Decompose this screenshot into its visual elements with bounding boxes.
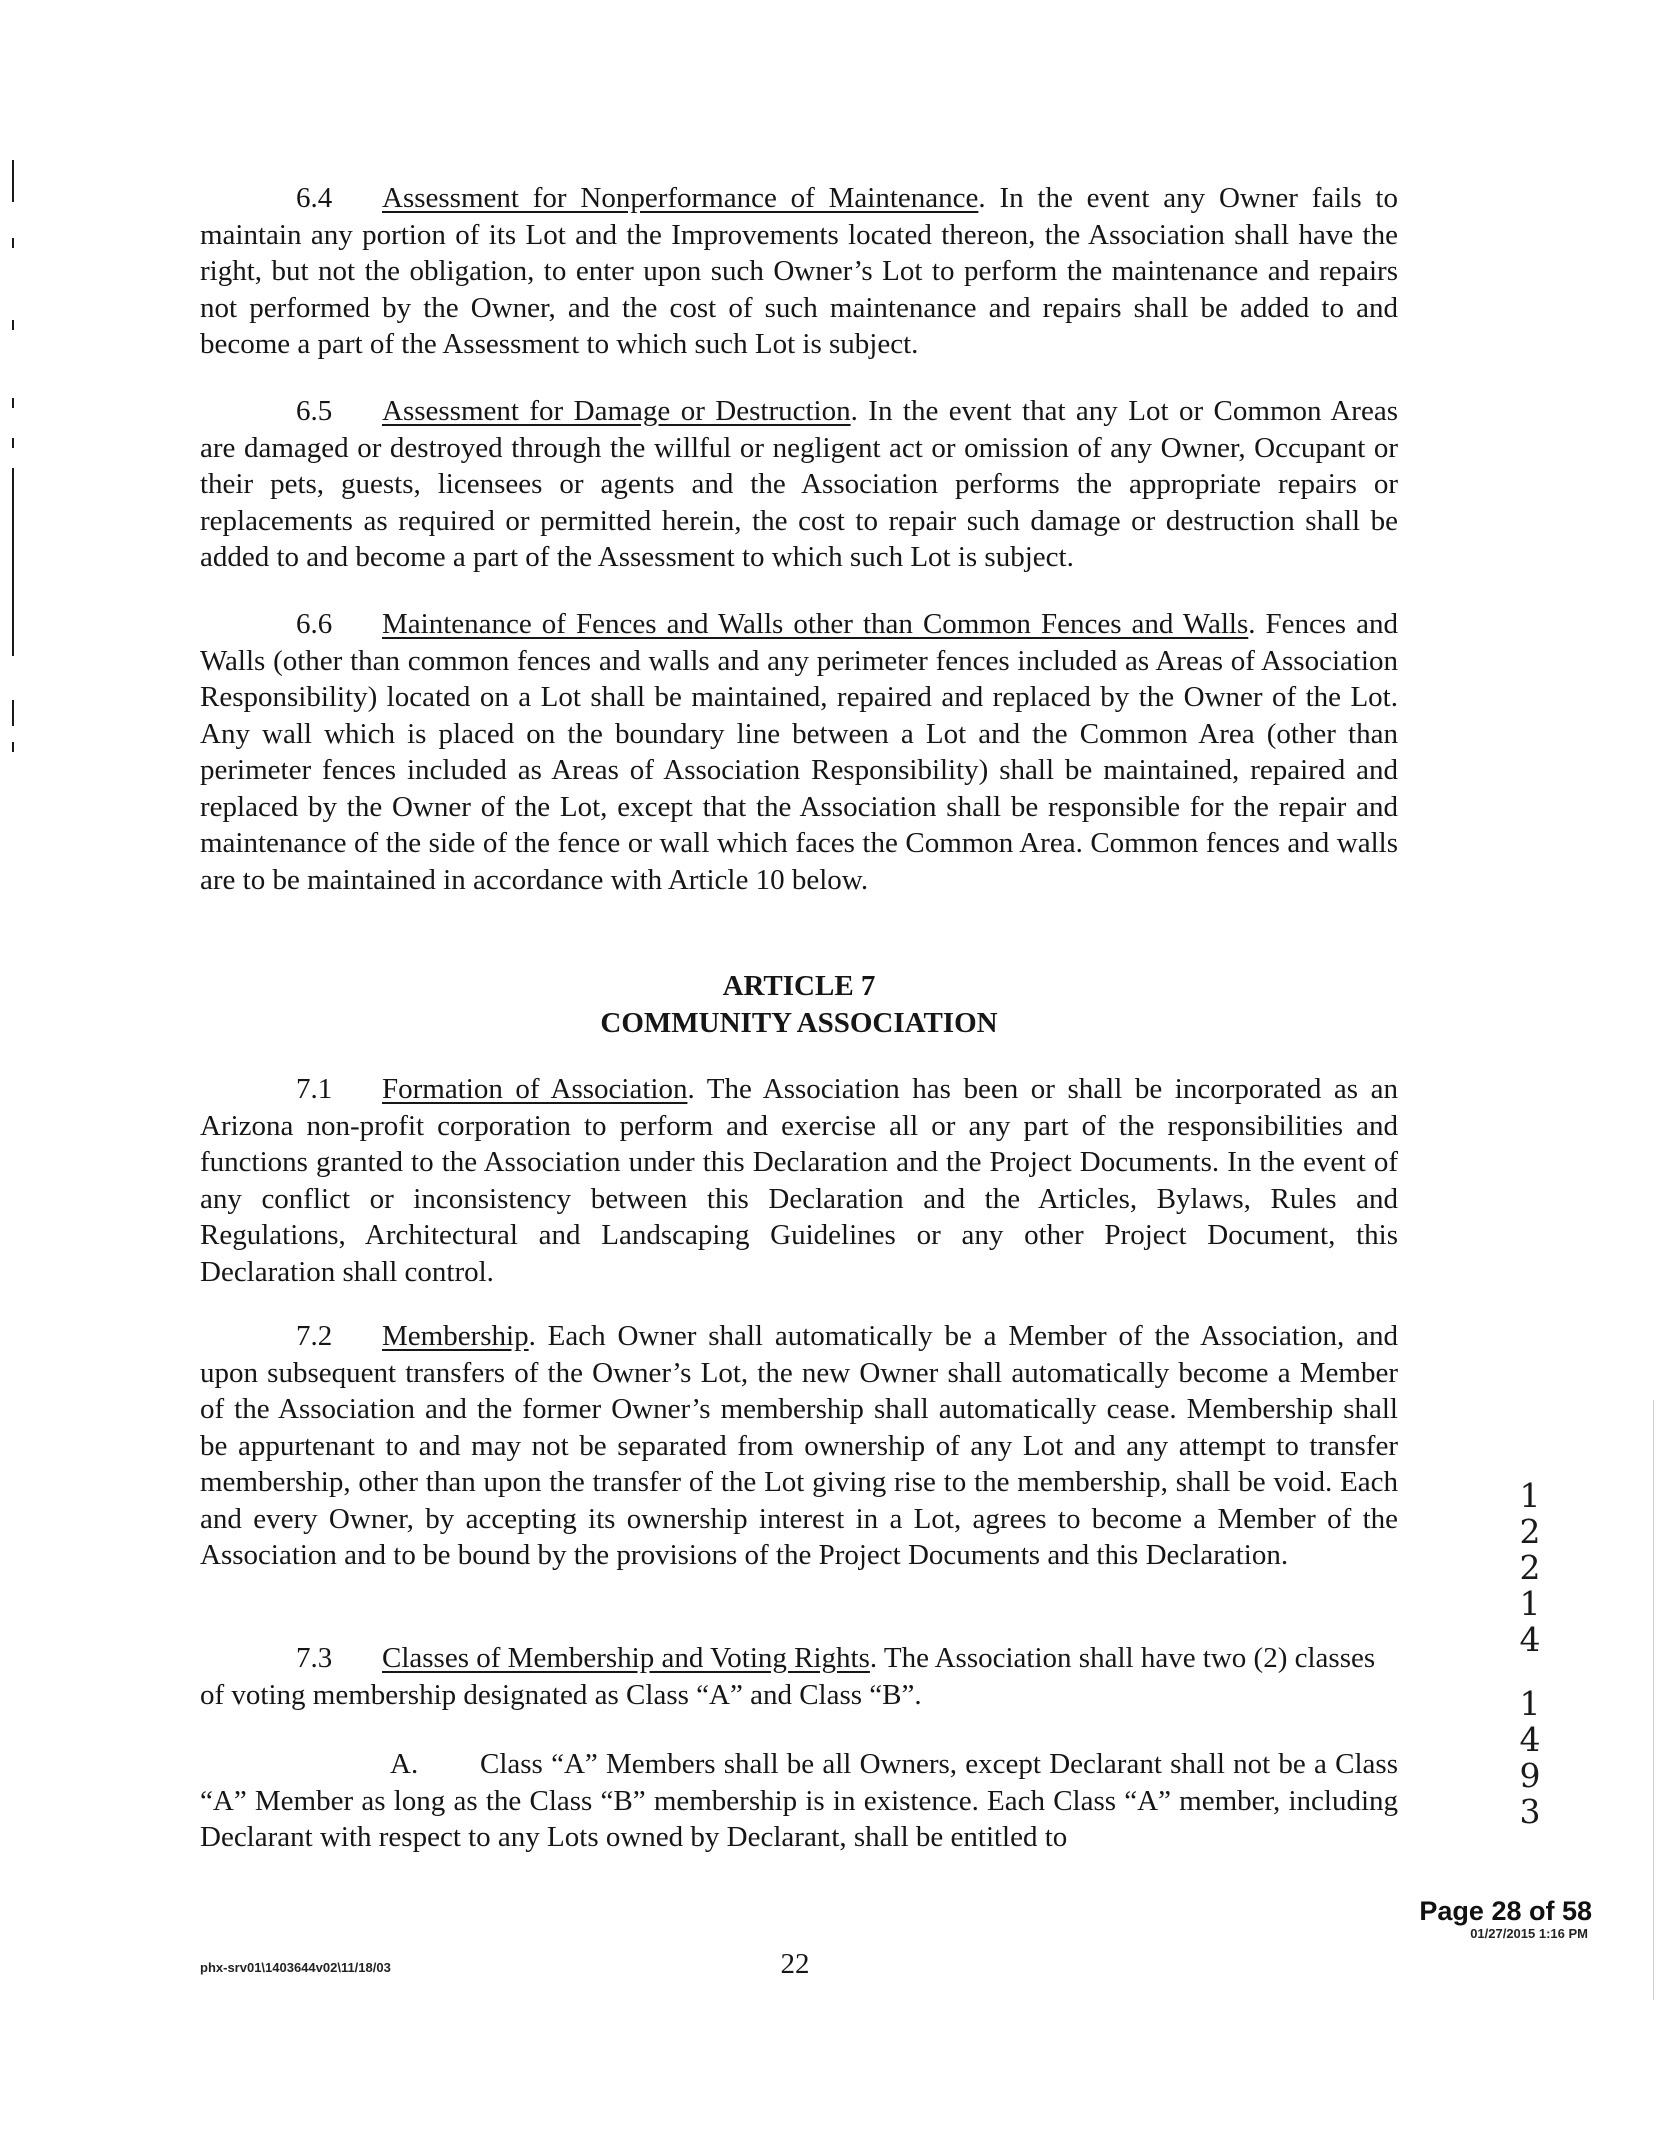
recording-digit: 4 [1519,1620,1541,1659]
recording-gap [1510,1658,1550,1686]
print-timestamp: 01/27/2015 1:16 PM [1470,1926,1588,1941]
article-number: ARTICLE 7 [722,970,876,1002]
scan-edge-line [1653,1400,1654,2000]
section-number: 7.3 [296,1642,333,1674]
section-text: . The Association shall have two (2) classes of voting membership designated as Class “A” and Class “B”. [200,1642,1376,1711]
section-6-4 [200,180,1398,363]
margin-change-mark [12,398,14,408]
recording-digit: 2 [1519,1548,1541,1587]
section-text: . In the event that any Lot or Common Areas are damaged or destroyed through the willful or negligent act or omission of any Owner, Occupant or their pets, guests, licensees or agents and the Association performs the appropriate repairs or replacements as required or permitted herein, the cost to repair such damage or destruction shall be added to and become a part of the Assessment to which such Lot is subject. [200,395,1398,573]
section-text: . Each Owner shall automatically be a Member of the Association, and upon subsequent transfers of the Owner’s Lot, the new Owner shall automatically become a Member of the Association and the former Owner’s membership shall automatically cease. Membership shall be appurtenant to and may not be separated from ownership of any Lot and any attempt to transfer membership, other than upon the transfer of the Lot giving rise to the membership, shall be void. Each and every Owner, by accepting its ownership interest in a Lot, agrees to become a Member of the Association and to be bound by the provisions of the Project Documents and this Declaration. [200,1320,1398,1571]
subsection-text: Class “A” Members shall be all Owners, except Declarant shall not be a Class “A” Member as long as the Class “B” membership is in existence. Each Class “A” member, including Declarant with respect to any Lots owned by Declarant, shall be entitled to [200,1748,1398,1853]
recording-digit: 2 [1519,1512,1541,1551]
recording-digit: 3 [1519,1792,1541,1831]
section-6-6 [200,606,1398,898]
margin-change-mark [12,320,14,330]
section-title: Classes of Membership and Voting Rights [382,1642,870,1674]
margin-change-bar [12,160,14,202]
section-7-3 [200,1640,1398,1713]
section-7-2 [200,1318,1398,1574]
section-7-1 [200,1071,1398,1290]
recording-digit: 1 [1519,1476,1541,1515]
page-number: 22 [780,1948,810,1980]
margin-change-bar [12,468,14,656]
section-number: 6.5 [296,395,333,427]
section-title: Membership [382,1320,529,1352]
margin-change-mark [12,438,14,448]
margin-change-mark [12,238,14,248]
page-of-label: Page 28 of 58 [1419,1896,1592,1926]
recording-digit: 1 [1519,1684,1541,1723]
section-title: Maintenance of Fences and Walls other than Common Fences and Walls [382,608,1249,640]
margin-change-bar [12,700,14,726]
section-text: . The Association has been or shall be incorporated as an Arizona non-profit corporation to perform and exercise all or any part of the responsibilities and functions granted to the Association under this Declaration and the Project Documents. In the event of any conflict or inconsistency between this Declaration and the Articles, Bylaws, Rules and Regulations, Architectural and Landscaping Guidelines or any other Project Document, this Declaration shall control. [200,1073,1398,1288]
section-text: . Fences and Walls (other than common fences and walls and any perimeter fences included as Areas of Association Responsibility) located on a Lot shall be maintained, repaired and replaced by the Owner of the Lot. Any wall which is placed on the boundary line between a Lot and the Common Area (other than perimeter fences included as Areas of Association Responsibility) shall be maintained, repaired and replaced by the Owner of the Lot, except that the Association shall be responsible for the repair and maintenance of the side of the fence or wall which faces the Common Area. Common fences and walls are to be maintained in accordance with Article 10 below. [200,608,1398,896]
article-title: COMMUNITY ASSOCIATION [600,1007,998,1039]
document-id: phx-srv01\1403644v02\11/18/03 [200,1960,391,1975]
section-number: 6.6 [296,608,333,640]
section-number: 7.1 [296,1073,333,1105]
section-7-3-a [200,1746,1398,1856]
section-text: . In the event any Owner fails to maintain any portion of its Lot and the Improvements located thereon, the Association shall have the right, but not the obligation, to enter upon such Owner’s Lot to perform the maintenance and repairs not performed by the Owner, and the cost of such maintenance and repairs shall be added to and become a part of the Assessment to which such Lot is subject. [200,182,1398,360]
section-number: 7.2 [296,1320,333,1352]
section-title: Assessment for Damage or Destruction [382,395,851,427]
section-title: Formation of Association [382,1073,688,1105]
recording-digit: 9 [1519,1756,1541,1795]
section-6-5 [200,393,1398,576]
article-heading [200,968,1398,1042]
subsection-label: A. [390,1748,419,1780]
margin-change-mark [12,742,14,752]
recording-digit: 1 [1519,1584,1541,1623]
section-title: Assessment for Nonperformance of Maintenance [382,182,979,214]
recording-digit: 4 [1519,1720,1541,1759]
recording-number [1510,1478,1550,1830]
section-number: 6.4 [296,182,333,214]
